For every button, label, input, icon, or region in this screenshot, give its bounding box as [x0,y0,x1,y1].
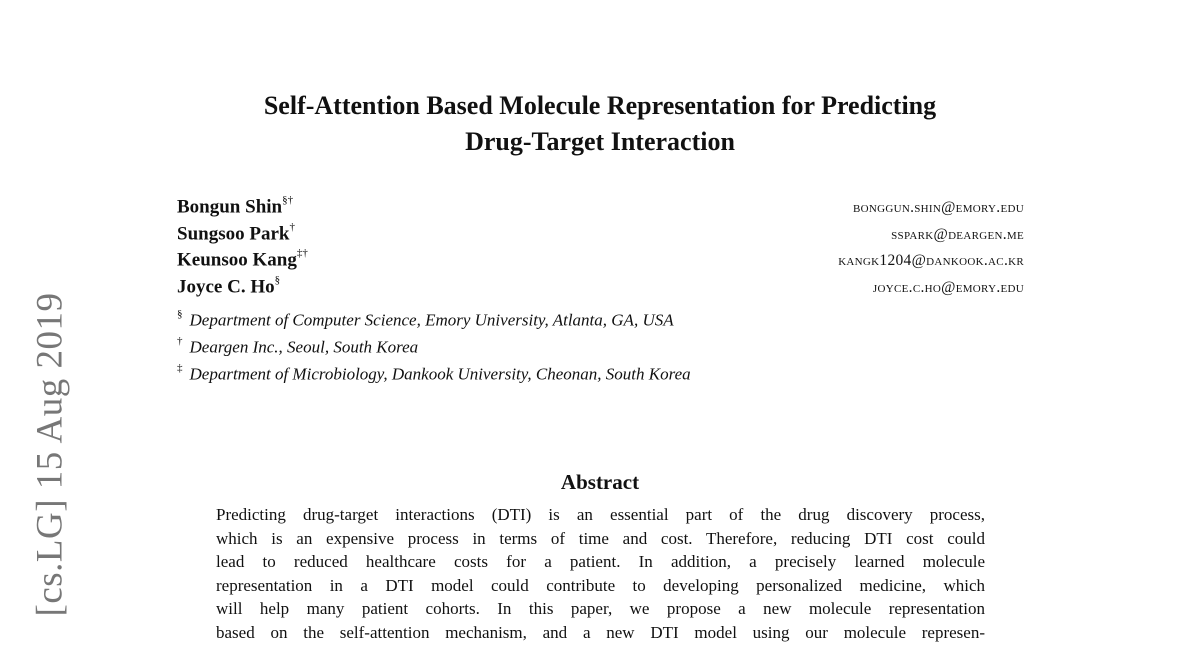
abstract-line: lead to reduced healthcare costs for a patient. In addition, a precisely learned molecule [216,552,985,571]
author-marks: § [274,273,281,286]
author-row [177,273,1024,303]
author-row [177,196,1024,223]
abstract-line: will help many patient cohorts. In this paper, we propose a new molecule representation [216,599,985,618]
author-email: kangk1204@dankook.ac.kr [838,252,1024,270]
author-email: sspark@deargen.me [891,225,1024,243]
author-name: Joyce C. Ho§ [177,273,281,297]
paper-title [150,88,1050,160]
author-marks: §† [282,194,294,206]
author-email: joyce.c.ho@emory.edu [872,278,1024,296]
author-row [177,249,1024,276]
author-name: Keunsoo Kang‡† [177,247,308,271]
affiliation: ‡ Department of Microbiology, Dankook University, Cheonan, South Korea [177,362,691,384]
author-row [177,220,1024,250]
author-list [177,196,1024,302]
affiliation-mark: † [177,335,183,347]
affiliation: † Deargen Inc., Seoul, South Korea [177,335,419,357]
abstract-line: which is an expensive process in terms of time and cost. Therefore, reducing DTI cost could [216,528,985,548]
author-marks: † [289,220,295,233]
abstract-line: based on the self-attention mechanism, and a new DTI model using our molecule represen- [216,622,985,642]
author-name: Bongun Shin§† [177,194,294,218]
abstract-heading: Abstract [560,470,640,494]
abstract-line: Predicting drug-target interactions (DTI) is an essential part of the drug discovery process, [216,505,985,524]
author-name: Sungsoo Park† [177,220,295,244]
author-marks: ‡† [296,247,308,259]
author-email: bonggun.shin@emory.edu [852,199,1024,217]
abstract-line: representation in a DTI model could contribute to developing personalized medicine, which [216,575,985,595]
affiliation-mark: § [177,308,183,320]
affiliation: § Department of Computer Science, Emory University, Atlanta, GA, USA [177,308,674,330]
affiliation-list [177,303,1027,384]
arxiv-stamp: [cs.LG] 15 Aug 2019 [29,292,71,617]
affiliation-mark: ‡ [177,362,183,374]
abstract-body [216,503,985,644]
title-line: Drug-Target Interaction [465,127,735,156]
title-line: Self-Attention Based Molecule Representation for Predicting [263,91,937,120]
